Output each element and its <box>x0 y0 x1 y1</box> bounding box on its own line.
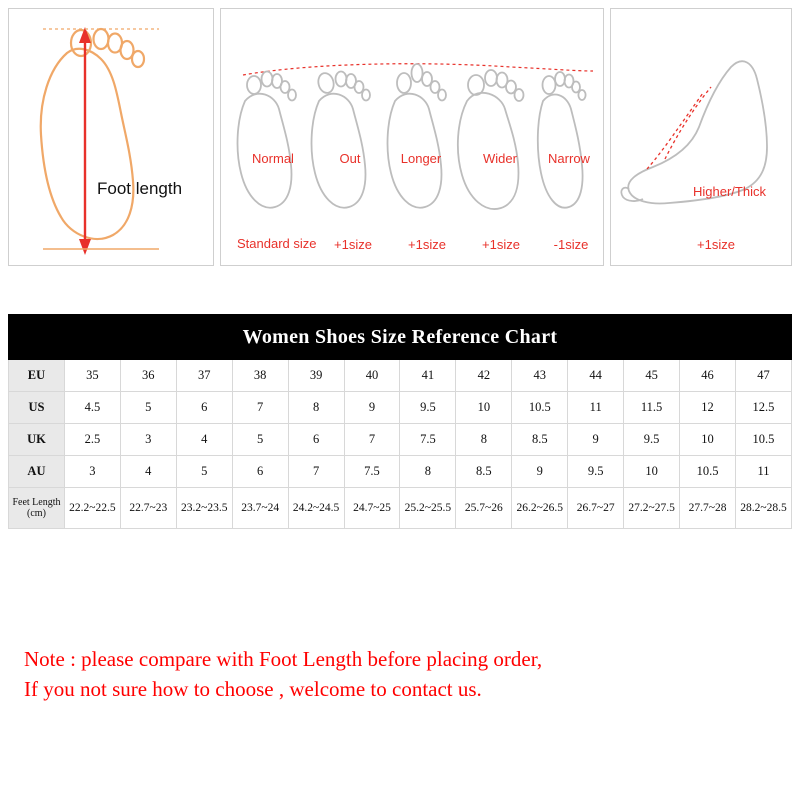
cell-us-3: 7 <box>232 392 288 424</box>
row-label-us: US <box>9 392 65 424</box>
size-chart-title-row <box>9 315 792 360</box>
cell-us-1: 5 <box>120 392 176 424</box>
cell-uk-11: 10 <box>680 424 736 456</box>
cell-uk-10: 9.5 <box>624 424 680 456</box>
cell-au-11: 10.5 <box>680 456 736 488</box>
cell-feet-10: 27.2~27.5 <box>624 488 680 529</box>
toe-type-adjust-4: -1size <box>553 237 589 252</box>
cell-uk-2: 4 <box>176 424 232 456</box>
row-label-feet-length: Feet Length (cm) <box>9 488 65 529</box>
cell-eu-8: 43 <box>512 360 568 392</box>
toe-type-adjust-1: +1size <box>334 237 372 252</box>
toe-shape-panel <box>220 8 604 266</box>
cell-uk-8: 8.5 <box>512 424 568 456</box>
cell-uk-6: 7.5 <box>400 424 456 456</box>
table-row <box>9 424 792 456</box>
cell-au-9: 9.5 <box>568 456 624 488</box>
cell-au-8: 9 <box>512 456 568 488</box>
cell-uk-5: 7 <box>344 424 400 456</box>
cell-eu-7: 42 <box>456 360 512 392</box>
toe-type-label-1: Out <box>339 151 361 166</box>
cell-feet-5: 24.7~25 <box>344 488 400 529</box>
row-label-eu: EU <box>9 360 65 392</box>
table-row <box>9 488 792 529</box>
cell-uk-4: 6 <box>288 424 344 456</box>
foot-length-diagram-icon <box>9 9 213 265</box>
toe-type-adjust-0: Standard size <box>237 236 317 251</box>
cell-us-4: 8 <box>288 392 344 424</box>
cell-us-12: 12.5 <box>735 392 791 424</box>
cell-us-11: 12 <box>680 392 736 424</box>
cell-feet-4: 24.2~24.5 <box>288 488 344 529</box>
cell-us-8: 10.5 <box>512 392 568 424</box>
note-line-2: If you not sure how to choose , welcome to contact us. <box>24 677 482 702</box>
cell-uk-7: 8 <box>456 424 512 456</box>
cell-us-6: 9.5 <box>400 392 456 424</box>
toe-type-adjust-3: +1size <box>482 237 520 252</box>
size-chart-table <box>8 314 792 529</box>
cell-au-2: 5 <box>176 456 232 488</box>
cell-feet-6: 25.2~25.5 <box>400 488 456 529</box>
cell-feet-11: 27.7~28 <box>680 488 736 529</box>
size-chart <box>8 314 792 529</box>
toe-type-label-3: Wider <box>483 151 517 166</box>
cell-feet-3: 23.7~24 <box>232 488 288 529</box>
table-row <box>9 456 792 488</box>
cell-feet-1: 22.7~23 <box>120 488 176 529</box>
table-row <box>9 392 792 424</box>
cell-eu-0: 35 <box>64 360 120 392</box>
table-row <box>9 360 792 392</box>
diagram-area <box>8 8 792 266</box>
foot-length-label: Foot length <box>97 179 183 198</box>
toe-shapes-diagram-icon <box>221 9 603 265</box>
cell-eu-12: 47 <box>735 360 791 392</box>
cell-au-3: 6 <box>232 456 288 488</box>
toe-type-label-4: Narrow <box>548 151 590 166</box>
cell-us-7: 10 <box>456 392 512 424</box>
instep-label: Higher/Thick <box>693 184 766 199</box>
cell-feet-12: 28.2~28.5 <box>735 488 791 529</box>
cell-eu-5: 40 <box>344 360 400 392</box>
cell-feet-9: 26.7~27 <box>568 488 624 529</box>
cell-au-4: 7 <box>288 456 344 488</box>
cell-au-6: 8 <box>400 456 456 488</box>
cell-eu-9: 44 <box>568 360 624 392</box>
cell-us-0: 4.5 <box>64 392 120 424</box>
cell-au-7: 8.5 <box>456 456 512 488</box>
toe-type-label-0: Normal <box>252 151 294 166</box>
cell-uk-12: 10.5 <box>735 424 791 456</box>
size-chart-title: Women Shoes Size Reference Chart <box>9 315 792 360</box>
cell-au-0: 3 <box>64 456 120 488</box>
cell-au-5: 7.5 <box>344 456 400 488</box>
cell-uk-3: 5 <box>232 424 288 456</box>
cell-eu-10: 45 <box>624 360 680 392</box>
cell-uk-1: 3 <box>120 424 176 456</box>
cell-eu-6: 41 <box>400 360 456 392</box>
cell-eu-3: 38 <box>232 360 288 392</box>
cell-eu-11: 46 <box>680 360 736 392</box>
row-label-uk: UK <box>9 424 65 456</box>
cell-feet-0: 22.2~22.5 <box>64 488 120 529</box>
instep-height-panel <box>610 8 792 266</box>
cell-us-9: 11 <box>568 392 624 424</box>
cell-us-5: 9 <box>344 392 400 424</box>
cell-uk-0: 2.5 <box>64 424 120 456</box>
cell-au-10: 10 <box>624 456 680 488</box>
cell-us-2: 6 <box>176 392 232 424</box>
cell-eu-4: 39 <box>288 360 344 392</box>
cell-eu-1: 36 <box>120 360 176 392</box>
cell-au-12: 11 <box>735 456 791 488</box>
side-foot-diagram-icon <box>611 9 791 265</box>
toe-type-label-2: Longer <box>400 151 442 166</box>
row-label-au: AU <box>9 456 65 488</box>
foot-length-panel <box>8 8 214 266</box>
cell-au-1: 4 <box>120 456 176 488</box>
cell-us-10: 11.5 <box>624 392 680 424</box>
instep-adjust-label: +1size <box>697 237 735 252</box>
note-line-1: Note : please compare with Foot Length before placing order, <box>24 647 543 671</box>
toe-type-adjust-2: +1size <box>408 237 446 252</box>
cell-eu-2: 37 <box>176 360 232 392</box>
cell-feet-7: 25.7~26 <box>456 488 512 529</box>
cell-uk-9: 9 <box>568 424 624 456</box>
cell-feet-8: 26.2~26.5 <box>512 488 568 529</box>
note-block <box>24 644 784 705</box>
cell-feet-2: 23.2~23.5 <box>176 488 232 529</box>
